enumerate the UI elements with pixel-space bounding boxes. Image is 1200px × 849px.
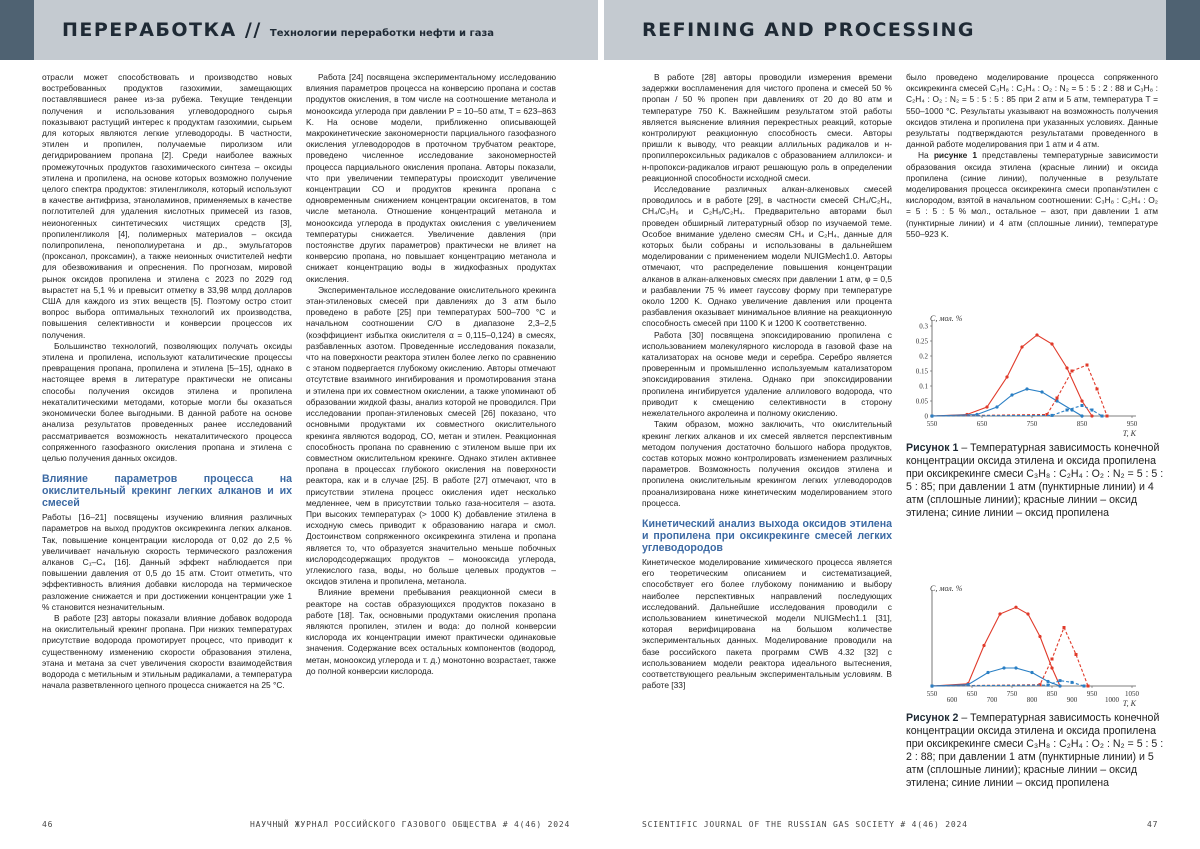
data-point — [995, 405, 998, 408]
header-separator: // — [244, 19, 262, 41]
data-point — [1010, 393, 1013, 396]
x-tick-label: 850 — [1076, 420, 1088, 428]
paragraph — [906, 150, 1158, 240]
series-line-3 — [932, 628, 1088, 687]
series-line-2 — [932, 389, 1082, 416]
paragraph: Таким образом, можно заключить, что окислительный крекинг легких алканов и их смесей является перспективным методом получения достаточно большого набора продуктов, состав которых можно контролировать изменением различных параметров. Возможность получения оксидов этилена и пропилена окислительным крекингом легких углеводородов проанализирована ниже кинетическим моделированием этого процесса. — [642, 419, 892, 508]
x-axis-label: T, K — [1122, 699, 1136, 708]
data-point — [1051, 658, 1054, 661]
data-point — [1046, 680, 1049, 683]
caption-text: – Температурная зависимость конечной концентрации оксида этилена и оксида пропилена при оксикрекинге смеси C₃H₈ : C₂H₄ : O₂ : N₂ = 5 : 5 : 2 : 88; при давлении 1 атм (пунктирные линии) и 5 атм (сплошные линии); красные линии – оксид этилена; синие линии – оксид пропилена — [906, 712, 1164, 789]
data-point — [1101, 415, 1104, 418]
data-point — [1051, 414, 1054, 417]
x-tick-label: 750 — [1026, 420, 1038, 428]
figure-ref: рисунке 1 — [933, 150, 978, 161]
data-point — [1086, 364, 1089, 367]
left-header-tab — [0, 0, 34, 60]
column-4 — [906, 72, 1158, 312]
y-tick-label: 0.2 — [919, 352, 928, 361]
paragraph: Исследование различных алкан-алкеновых смесей проводилось и в работе [29], в частности смесей CH₄/C₂H₄, CH₄/C₃H₆ и C₂H₆/C₂H₄. Предварительно авторами был проведен обширный литературный обзор по изучаемой теме. Особое внимание уделено смесям CH₄ и C₂H₄, данные для которых были собраны и использованы в дальнейшем моделировании с применением модели NUIGMech1.0. Авторы отмечают, что распределение повышения концентрации алканов в алкан-алкеновых смесях при давлении 1 атм, φ = 0,5 и разбавлении 75 % имеет гауссову форму при температуре около 1200 K. Однако увеличение давления или процента разбавления оказывает минимальное влияние на реакционную способность смесей при 1100 K и 1200 K соответственно. — [642, 184, 892, 329]
y-axis-label: C, мол. % — [930, 314, 963, 323]
data-point — [1071, 681, 1074, 684]
figure-1-chart — [904, 312, 1166, 438]
figure-2-chart — [904, 582, 1166, 708]
figure-2 — [904, 582, 1166, 708]
data-point — [1050, 342, 1053, 345]
left-header-title — [62, 19, 494, 41]
paragraph: Работа [24] посвящена экспериментальному исследованию влияния параметров процесса на конверсию пропана и состав продуктов окисления, в том числе на соотношение метанола и монооксида углерода при давлении P = 10–50 атм, T = 623–863 K. На основе модели, приближенно описывающей макрокинетические закономерности парциального газофазного окисления углеводородов в проточном трубчатом реакторе, проведено численное исследование закономерностей процесса парциального окисления пропана. Авторы показали, что при увеличении температуры происходит увеличение концентрации CO и продуктов крекинга пропана с одновременным снижением концентрации оксигенатов, в том числе метанола. Отношение концентраций метанола и монооксида углерода в продуктах окисления с увеличением температуры снижается. Увеличение давления (при постоянстве других параметров) практически не влияет на конверсию пропана, но повышает концентрацию метанола и снижает концентрацию воды в жидкофазных продуктах окисления. — [306, 72, 556, 284]
x-tick-label: 650 — [966, 690, 978, 698]
data-point — [1071, 370, 1074, 373]
data-point — [1066, 409, 1069, 412]
series-line-3 — [932, 365, 1107, 416]
data-point — [1056, 397, 1059, 400]
data-point — [1025, 387, 1028, 390]
data-point — [1014, 606, 1017, 609]
data-point — [1030, 671, 1033, 674]
paragraph: Большинство технологий, позволяющих получать оксиды этилена и пропилена, используют каталитические процессы превращения пропана, пропилена и этилена [5–15], однако в настоящее время в литературе практически не описаны способы получения оксидов этилена и пропилена некаталитическими методами, которые могли бы оказаться экономически более выгодными. В данной работе на основе анализа результатов проведенных ранее исследований рассматривается возможность некаталитического процесса сопряженного газофазного окисления пропана и этилена с целью получения данных оксидов. — [42, 340, 292, 463]
data-point — [1106, 415, 1109, 418]
paragraph: отрасли может способствовать и производство новых востребованных продуктов газохимии, замещающих поставлявшиеся ранее из-за рубежа. Текущие тенденции получения и использования углеводородного сырья показывают растущий интерес к продуктам газохимии, сырьем для которых являются легкие углеводороды. В частности, этилен и пропилен, получаемые пиролизом или дегидрированием пропана [2]. Среди наиболее важных промежуточных продуктов газохимического синтеза – оксиды этилена и пропилена, на основе которых возможно получение целого спектра продуктов: этиленгликоля, который используют в качестве антифриза, этаноламинов, применяемых в качестве поглотителей для удаления кислотных примесей из газов, неионогенных синтетических чистящих средств [3], пропиленгликоля [4], полимерных материалов – оксида полипропилена, пенополиуретана и др., эмульгаторов (проксанол, проксамин), а также неионных очистителей нефти для обезвоживания и опреснения. По прогнозам, мировой рынок оксидов пропилена и этилена с 2023 по 2029 год вырастет на 5,1 % и превысит отметку в 33,98 млрд долларов США для каждого из этих веществ [5]. Поэтому остро стоит вопрос выбора оптимальных технологий их производства, повышения селективности и конверсии процессов их получения. — [42, 72, 292, 340]
x-tick-label: 950 — [1126, 420, 1138, 428]
data-point — [931, 685, 934, 688]
y-axis-label: C, мол. % — [930, 584, 963, 593]
figure-1-caption — [906, 442, 1168, 520]
data-point — [1065, 366, 1068, 369]
data-point — [1096, 388, 1099, 391]
x-tick-label: 950 — [1086, 690, 1098, 698]
page-number-left: 46 — [42, 820, 54, 829]
left-header — [0, 0, 598, 60]
data-point — [1063, 626, 1066, 629]
paragraph: Работа [30] посвящена эпоксидированию пропилена с использованием молекулярного кислорода в газовой фазе на катализаторах на основе меди и серебра. Серебро является проверенным и промышленно используемым катализатором эпоксидирования этилена. Однако при эпоксидировании пропилена ингибируется удаление аллилового водорода, что приводит к смещению селективности в сторону нежелательного акролеина и полному окислению. — [642, 329, 892, 419]
x-tick-label: 550 — [926, 420, 938, 428]
y-tick-label: 0.1 — [919, 382, 928, 391]
data-point — [986, 671, 989, 674]
data-point — [1047, 684, 1050, 687]
paragraph: В работе [28] авторы проводили измерения времени задержки воспламенения для чистого пропена и смесей 50 % пропан / 50 % пропен при давлениях от 20 до 80 атм и температуре 750 K. Важнейшим результатом этой работы является выяснение влияния перекрестных реакций, которые контролируют реакционную способность смеси. Авторы пришли к выводу, что реакции аллильных радикалов и н-пропилпероксильных радикалов с образованием аллилокси- и н-пропокси-радикалов играют решающую роль в определении реакционной способности исходной смеси. — [642, 72, 892, 183]
section-title: ПЕРЕРАБОТКА — [62, 19, 237, 41]
x-tick-label: 650 — [976, 420, 988, 428]
column-1 — [42, 72, 292, 812]
data-point — [1038, 635, 1041, 638]
data-point — [1002, 666, 1005, 669]
data-point — [985, 405, 988, 408]
data-point — [1083, 685, 1086, 688]
data-point — [931, 415, 934, 418]
header-subtitle: Технологии переработки нефти и газа — [269, 28, 495, 39]
figure-1 — [904, 312, 1166, 438]
section-heading: Кинетический анализ выхода оксидов этилена и пропилена при оксикрекинге смесей легких углеводородов — [642, 517, 892, 554]
text: На — [918, 150, 934, 161]
page-number-right: 47 — [1147, 820, 1159, 829]
x-tick-label: 900 — [1066, 696, 1078, 704]
column-2 — [306, 72, 556, 812]
section-heading: Влияние параметров процесса на окислительный крекинг легких алканов и их смесей — [42, 473, 292, 510]
data-point — [1090, 414, 1093, 417]
journal-name-left: НАУЧНЫЙ ЖУРНАЛ РОССИЙСКОГО ГАЗОВОГО ОБЩЕСТВА # 4(46) 2024 — [250, 820, 571, 829]
x-tick-label: 600 — [946, 696, 958, 704]
paragraph: Кинетическое моделирование химического процесса является его теоретическим описанием и систематизацией, способствует его более глубокому пониманию и выбору наиболее перспективных направлений последующих исследований. Дальнейшие исследования проводили с использованием кинетической модели NUIGMech1.1 [31], которая верифицирована на большом количестве экспериментальных данных. Моделирование проводили на базе российского пакета программ CWB 4.32 [32] с использованием модели реактора идеального вытеснения, соответствующего реальным экспериментальным условиям. В работе [33] — [642, 556, 892, 691]
y-tick-label: 0.25 — [915, 337, 928, 346]
right-header-title: REFINING AND PROCESSING — [642, 19, 975, 41]
data-point — [1035, 333, 1038, 336]
data-point — [1059, 679, 1062, 682]
y-tick-label: 0.3 — [919, 322, 928, 331]
right-header — [604, 0, 1200, 60]
data-point — [1020, 345, 1023, 348]
data-point — [998, 612, 1001, 615]
paragraph: Работы [16–21] посвящены изучению влияния различных параметров на выход продуктов оксикрекинга легких алканов. Так, повышение концентрации кислорода от 0,02 до 2,5 % увеличивает начальную скорость термического разложения алканов C₁–C₄ [16]. Данный эффект наблюдается при повышении давления от 0,5 до 15 атм. Стоит отметить, что эффективность влияния добавки кислорода на термическое разложение снижается и при достижении концентрации уже 1 % становится незначительным. — [42, 512, 292, 612]
paragraph: Влияние времени пребывания реакционной смеси в реакторе на состав образующихся продуктов показано в работе [18]. Так, основными продуктами окисления пропана являются пропилен, этилен и вода: до полной конверсии кислорода их концентрации имеют практически одинаковые значения. Содержание всех остальных компонентов (водород, метан, монооксид углерода и т. д.) монотонно возрастает, также до полной конверсии кислорода. — [306, 587, 556, 676]
column-3 — [642, 72, 892, 812]
journal-name-right: SCIENTIFIC JOURNAL OF THE RUSSIAN GAS SOCIETY # 4(46) 2024 — [642, 820, 968, 829]
x-tick-label: 550 — [926, 690, 938, 698]
caption-text: – Температурная зависимость конечной концентрации оксида этилена и оксида пропилена при оксикрекинге смеси C₃H₈ : C₂H₄ : O₂ : N₂ = 5 : 5 : 5 : 85; при давлении 1 атм (пунктирные линии) и 4 атм (сплошные линии); красные линии – оксид этилена; синие линии – оксид пропилена — [906, 442, 1164, 519]
series-line-1 — [932, 607, 1060, 686]
series-line-1 — [932, 335, 1092, 416]
data-point — [1087, 685, 1090, 688]
data-point — [1040, 390, 1043, 393]
x-tick-label: 750 — [1006, 690, 1018, 698]
data-point — [1080, 399, 1083, 402]
x-tick-label: 1000 — [1105, 696, 1119, 704]
caption-label: Рисунок 1 — [906, 442, 959, 454]
data-point — [1014, 666, 1017, 669]
data-point — [1075, 653, 1078, 656]
data-point — [1026, 612, 1029, 615]
data-point — [1005, 375, 1008, 378]
data-point — [1081, 404, 1084, 407]
x-tick-label: 850 — [1046, 690, 1058, 698]
text: представлены температурные зависимости образования оксида этилена (красные линии) и оксида пропилена (синие линии), полученные в результате моделирования процесса оксикрекинга смеси пропан/этилен с кислородом, взятой в начальном соотношении: C₃H₈ : C₂H₄ : O₂ = 5 : 5 : 5 % мол., остальное – азот, при давлении 1 атм (пунктирные линии) и 4 атм (сплошные линии), температуре 550–923 K. — [906, 150, 1158, 239]
data-point — [1058, 684, 1061, 687]
x-tick-label: 700 — [986, 696, 998, 704]
paragraph: В работе [23] авторы показали влияние добавок водорода на окислительный крекинг пропана. При низких температурах присутствие водорода промотирует процесс, что приводит к существенному изменению скорости образования этилена, этана и метана за счет увеличения скорости взаимодействия водорода с метильным и этильным радикалами, а температура начала разветвленного цепного процесса снижается на 25 °С. — [42, 612, 292, 691]
caption-label: Рисунок 2 — [906, 712, 959, 724]
figure-2-caption — [906, 712, 1168, 790]
y-tick-label: 0.05 — [915, 397, 928, 406]
data-point — [1091, 409, 1094, 412]
y-tick-label: 0 — [924, 412, 928, 421]
data-point — [982, 644, 985, 647]
x-axis-label: T, K — [1122, 429, 1136, 438]
right-header-tab — [1166, 0, 1200, 60]
x-tick-label: 800 — [1026, 696, 1038, 704]
paragraph: Экспериментальное исследование окислительного крекинга этан-этиленовых смесей при давлениях до 3 атм было проведено в работе [25] при температурах 500–700 °С и начальном соотношении C/O в диапазоне 2,3–2,5 (коэффициент избытка окислителя α = 0,115–0,124) в смесях, разбавленных азотом. Проведенные исследования показали, что на поверхности реактора этилен более легко по сравнению с этаном подвергается глубокому окислению. Авторы отмечают отсутствие взаимного ингибирования и промотирования этана и этилена при их совместном окислении, а также упоминают об образовании жидкой фазы, анализ которой не проводился. При исследовании пропан-этиленовых смесей [26] показано, что основными продуктами их совместного окислительного крекинга являются водород, CO, метан и этилен. Реакционная способность пропана по сравнению с этиленом выше при их совместном окислительном крекинге. Однако этилен активнее пропана в процессах глубокого окисления на поверхности реактора, как и в случае [25]. В работе [27] отмечают, что в присутствии этилена процесс окисления идет несколько медленнее, чем в присутствии только газа-носителя – азота. При высоких температурах (> 1000 K) добавление этилена в исходную смесь приводит к образованию нагара и смол. Достоинством сопряженного оксикрекинга этилена и пропана является то, что образуется значительно меньше побочных кислородсодержащих продуктов – монооксида углерода, углекислого газа, воды, но больше целевых продуктов – оксидов этилена и пропилена, метанола. — [306, 284, 556, 587]
x-tick-label: 1050 — [1125, 690, 1139, 698]
data-point — [1080, 414, 1083, 417]
y-tick-label: 0.15 — [915, 367, 928, 376]
data-point — [1050, 666, 1053, 669]
paragraph: было проведено моделирование процесса сопряженного оксикрекинга смесей C₃H₈ : C₂H₄ : O₂ : N₂ = 5 : 5 : 2 : 88 и C₃H₈ : C₂H₄ : O₂ : N₂ = 5 : 5 : 5 : 85 при 2 атм и 5 атм, температура T = 550–1000 °С. Результаты указывают на возможность получения оксидов этилена и пропилена при указанных условиях. Данные результаты подтверждаются результатами проведенного в данной работе моделирования при 1 атм и 4 атм. — [906, 72, 1158, 150]
